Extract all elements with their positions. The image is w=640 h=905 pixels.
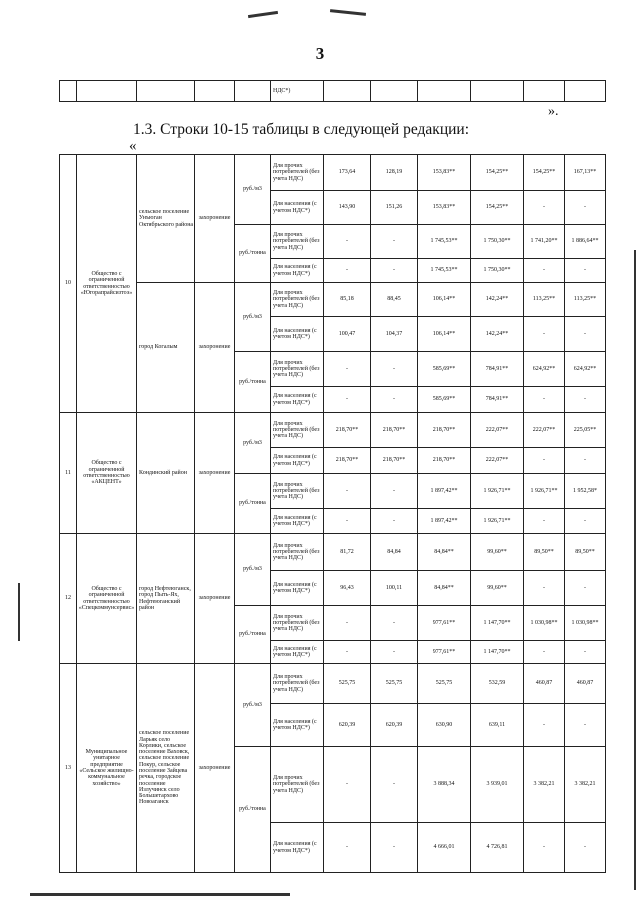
tariff-value: 1 147,70**	[471, 606, 524, 641]
consumer-category: Для прочих потребителей (без учета НДС)	[271, 352, 324, 387]
page-number: 3	[315, 44, 325, 63]
table-row	[60, 534, 606, 571]
tariff-value: -	[565, 317, 606, 352]
opening-quote: «	[129, 138, 137, 154]
tariff-value: 1 030,98**	[524, 606, 565, 641]
tariff-value: 1 750,30**	[471, 225, 524, 259]
activity-kind: захоронение	[195, 413, 235, 534]
tariff-value: 1 745,53**	[418, 225, 471, 259]
tariff-value: 218,70**	[324, 413, 371, 448]
consumer-category: Для населения (с учетом НДС*)	[271, 448, 324, 474]
margin-mark-left	[18, 583, 20, 641]
row-number: 11	[60, 413, 77, 534]
consumer-category: Для прочих потребителей (без учета НДС)	[271, 225, 324, 259]
unit: руб./м3	[235, 664, 271, 747]
tariff-value: -	[524, 317, 565, 352]
tariff-value: 620,39	[371, 704, 418, 747]
consumer-category: Для населения (с учетом НДС*)	[271, 191, 324, 225]
row-number: 12	[60, 534, 77, 664]
tariff-value: -	[565, 509, 606, 534]
unit: руб./тонна	[235, 747, 271, 873]
consumer-category: Для прочих потребителей (без учета НДС)	[271, 606, 324, 641]
tariff-value: 154,25**	[471, 155, 524, 191]
tariff-value: 585,69**	[418, 387, 471, 413]
tariff-value: 3 939,01	[471, 747, 524, 823]
table-row	[60, 413, 606, 448]
organization-name: Общество с ограниченной ответственностью «Спецкоммунсервис»	[77, 534, 137, 664]
tariff-value: 639,11	[471, 704, 524, 747]
tariff-value: 142,24**	[471, 283, 524, 317]
tariff-value: -	[324, 387, 371, 413]
consumer-category: Для населения (с учетом НДС*)	[271, 704, 324, 747]
tariff-value: 218,70**	[371, 448, 418, 474]
tariff-value: -	[371, 823, 418, 873]
territory: Кондинский район	[137, 413, 195, 534]
tariff-value: 96,43	[324, 571, 371, 606]
tariff-value: 532,59	[471, 664, 524, 704]
table-row	[60, 155, 606, 191]
unit: руб./м3	[235, 534, 271, 606]
tariff-value: -	[565, 823, 606, 873]
tariff-value: 153,83**	[418, 155, 471, 191]
consumer-category: Для населения (с учетом НДС*)	[271, 259, 324, 283]
organization-name: Муниципальное унитарное предприятие «Сельское жилищно-коммунальное хозяйство»	[77, 664, 137, 873]
previous-row-cat: НДС*)	[271, 81, 324, 102]
tariff-value: 3 888,34	[418, 747, 471, 823]
tariff-value: -	[371, 259, 418, 283]
consumer-category: Для населения (с учетом НДС*)	[271, 509, 324, 534]
tariff-value: -	[524, 509, 565, 534]
tariff-value: -	[371, 225, 418, 259]
tariff-value: 154,25**	[524, 155, 565, 191]
tariff-value: -	[371, 641, 418, 664]
tariff-value: 153,83**	[418, 191, 471, 225]
tariff-value: 218,70**	[418, 448, 471, 474]
unit: руб./м3	[235, 413, 271, 474]
tariff-value: 977,61**	[418, 606, 471, 641]
tariff-value: 100,11	[371, 571, 418, 606]
tariff-value: 3 382,21	[524, 747, 565, 823]
tariff-value: 89,50**	[565, 534, 606, 571]
tariff-value: 1 926,71**	[471, 509, 524, 534]
closing-quote: ».	[548, 104, 559, 119]
tariff-value: 84,84	[371, 534, 418, 571]
tariff-value: 113,25**	[524, 283, 565, 317]
tariff-value: -	[524, 571, 565, 606]
consumer-category: Для прочих потребителей (без учета НДС)	[271, 155, 324, 191]
tariff-value: -	[524, 704, 565, 747]
tariff-value: 154,25**	[471, 191, 524, 225]
tariff-value: 4 666,01	[418, 823, 471, 873]
tariff-value: -	[324, 641, 371, 664]
tariff-value: -	[371, 474, 418, 509]
activity-kind: захоронение	[195, 155, 235, 283]
tariff-value: 630,90	[418, 704, 471, 747]
tariff-value: 784,91**	[471, 352, 524, 387]
tariff-value: -	[324, 606, 371, 641]
tariff-value: 89,50**	[524, 534, 565, 571]
tariff-table	[59, 154, 606, 873]
tariff-value: 218,70**	[418, 413, 471, 448]
tariff-value: -	[324, 823, 371, 873]
territory: сельское поселение Ларьяк село Корлики, сельское поселение Ваховск, сельское поселение Покур, сельское поселение Зайцева речка, городское поселение Излучинск село Большетархово Новоаганск	[137, 664, 195, 873]
tariff-value: 1 897,42**	[418, 474, 471, 509]
consumer-category: Для населения (с учетом НДС*)	[271, 571, 324, 606]
tariff-value: -	[371, 509, 418, 534]
consumer-category: Для прочих потребителей (без учета НДС)	[271, 747, 324, 823]
territory: сельское поселение Унъюган Октябрьского района	[137, 155, 195, 283]
tariff-value: -	[371, 352, 418, 387]
tariff-value: 585,69**	[418, 352, 471, 387]
organization-name: Общество с ограниченной ответственностью «АКЦЕНТ»	[77, 413, 137, 534]
tariff-value: 525,75	[418, 664, 471, 704]
margin-mark-right	[634, 250, 636, 890]
consumer-category: Для населения (с учетом НДС*)	[271, 823, 324, 873]
tariff-value: 85,18	[324, 283, 371, 317]
tariff-value: 977,61**	[418, 641, 471, 664]
consumer-category: Для прочих потребителей (без учета НДС)	[271, 283, 324, 317]
tariff-value: 84,84**	[418, 571, 471, 606]
tariff-value: 1 741,20**	[524, 225, 565, 259]
activity-kind: захоронение	[195, 283, 235, 413]
tariff-value: 1 886,64**	[565, 225, 606, 259]
tariff-value: 113,25**	[565, 283, 606, 317]
tariff-value: -	[565, 191, 606, 225]
tariff-value: 1 030,98**	[565, 606, 606, 641]
consumer-category: Для прочих потребителей (без учета НДС)	[271, 413, 324, 448]
tariff-value: 4 726,81	[471, 823, 524, 873]
tariff-value: 525,75	[324, 664, 371, 704]
tariff-value: -	[565, 571, 606, 606]
organization-name: Общество с ограниченной ответственностью «Югорапрайсизтоэ»	[77, 155, 137, 413]
tariff-value: -	[565, 641, 606, 664]
tariff-value: -	[524, 387, 565, 413]
consumer-category: Для населения (с учетом НДС*)	[271, 387, 324, 413]
tariff-value: 460,87	[524, 664, 565, 704]
tariff-value: -	[565, 387, 606, 413]
tariff-value: -	[524, 641, 565, 664]
tariff-value: 222,07**	[471, 413, 524, 448]
table-row	[60, 664, 606, 704]
previous-table-fragment	[59, 80, 606, 102]
previous-table-row	[60, 81, 606, 102]
tariff-value: 151,26	[371, 191, 418, 225]
scan-smudge-right	[330, 9, 366, 16]
consumer-category: Для прочих потребителей (без учета НДС)	[271, 534, 324, 571]
scan-smudge-left	[248, 11, 278, 18]
tariff-value: 100,47	[324, 317, 371, 352]
territory: город Когалым	[137, 283, 195, 413]
tariff-value: -	[324, 352, 371, 387]
tariff-value: -	[324, 509, 371, 534]
tariff-value: 225,05**	[565, 413, 606, 448]
tariff-value: 1 745,53**	[418, 259, 471, 283]
tariff-value: -	[524, 823, 565, 873]
unit: руб./тонна	[235, 352, 271, 413]
consumer-category: Для населения (с учетом НДС*)	[271, 641, 324, 664]
unit: руб./м3	[235, 283, 271, 352]
tariff-value: -	[324, 225, 371, 259]
tariff-value: 1 897,42**	[418, 509, 471, 534]
tariff-value: 620,39	[324, 704, 371, 747]
row-number: 10	[60, 155, 77, 413]
tariff-value: -	[324, 259, 371, 283]
tariff-value: 1 147,70**	[471, 641, 524, 664]
table-row	[60, 283, 606, 317]
tariff-value: 99,60**	[471, 571, 524, 606]
unit: руб./тонна	[235, 606, 271, 664]
tariff-value: 142,24**	[471, 317, 524, 352]
consumer-category: Для населения (с учетом НДС*)	[271, 317, 324, 352]
tariff-value: -	[565, 704, 606, 747]
tariff-value: -	[565, 448, 606, 474]
tariff-value: 1 952,58*	[565, 474, 606, 509]
tariff-value: 84,84**	[418, 534, 471, 571]
activity-kind: захоронение	[195, 534, 235, 664]
territory: город Нефтеюганск, город Пыть-Ях, Нефтеюганский район	[137, 534, 195, 664]
tariff-value: 173,64	[324, 155, 371, 191]
tariff-value: 167,13**	[565, 155, 606, 191]
unit: руб./м3	[235, 155, 271, 225]
tariff-value: 525,75	[371, 664, 418, 704]
tariff-value: 218,70**	[324, 448, 371, 474]
tariff-value: 1 750,30**	[471, 259, 524, 283]
tariff-value: 81,72	[324, 534, 371, 571]
tariff-value: 106,14**	[418, 283, 471, 317]
tariff-value: -	[524, 448, 565, 474]
consumer-category: Для прочих потребителей (без учета НДС)	[271, 474, 324, 509]
tariff-value: 128,19	[371, 155, 418, 191]
tariff-value: -	[324, 474, 371, 509]
tariff-value: 460,87	[565, 664, 606, 704]
tariff-value: -	[371, 387, 418, 413]
row-number: 13	[60, 664, 77, 873]
tariff-value: 106,14**	[418, 317, 471, 352]
tariff-value: 624,92**	[565, 352, 606, 387]
tariff-value: 99,60**	[471, 534, 524, 571]
section-heading: 1.3. Строки 10-15 таблицы в следующей редакции:	[133, 121, 470, 138]
tariff-value: 88,45	[371, 283, 418, 317]
tariff-value: 222,07**	[471, 448, 524, 474]
unit: руб./тонна	[235, 474, 271, 534]
tariff-value: 1 926,71**	[524, 474, 565, 509]
tariff-value: -	[371, 747, 418, 823]
tariff-value: 784,91**	[471, 387, 524, 413]
tariff-value: -	[371, 606, 418, 641]
tariff-value: 143,90	[324, 191, 371, 225]
unit: руб./тонна	[235, 225, 271, 283]
consumer-category: Для прочих потребителей (без учета НДС)	[271, 664, 324, 704]
tariff-value: 218,70**	[371, 413, 418, 448]
tariff-value: 624,92**	[524, 352, 565, 387]
tariff-value: -	[524, 191, 565, 225]
tariff-value: -	[324, 747, 371, 823]
activity-kind: захоронение	[195, 664, 235, 873]
tariff-value: 104,37	[371, 317, 418, 352]
tariff-value: 1 926,71**	[471, 474, 524, 509]
tariff-value: -	[524, 259, 565, 283]
tariff-value: 222,07**	[524, 413, 565, 448]
tariff-value: 3 382,21	[565, 747, 606, 823]
bottom-bar	[30, 893, 290, 896]
tariff-value: -	[565, 259, 606, 283]
